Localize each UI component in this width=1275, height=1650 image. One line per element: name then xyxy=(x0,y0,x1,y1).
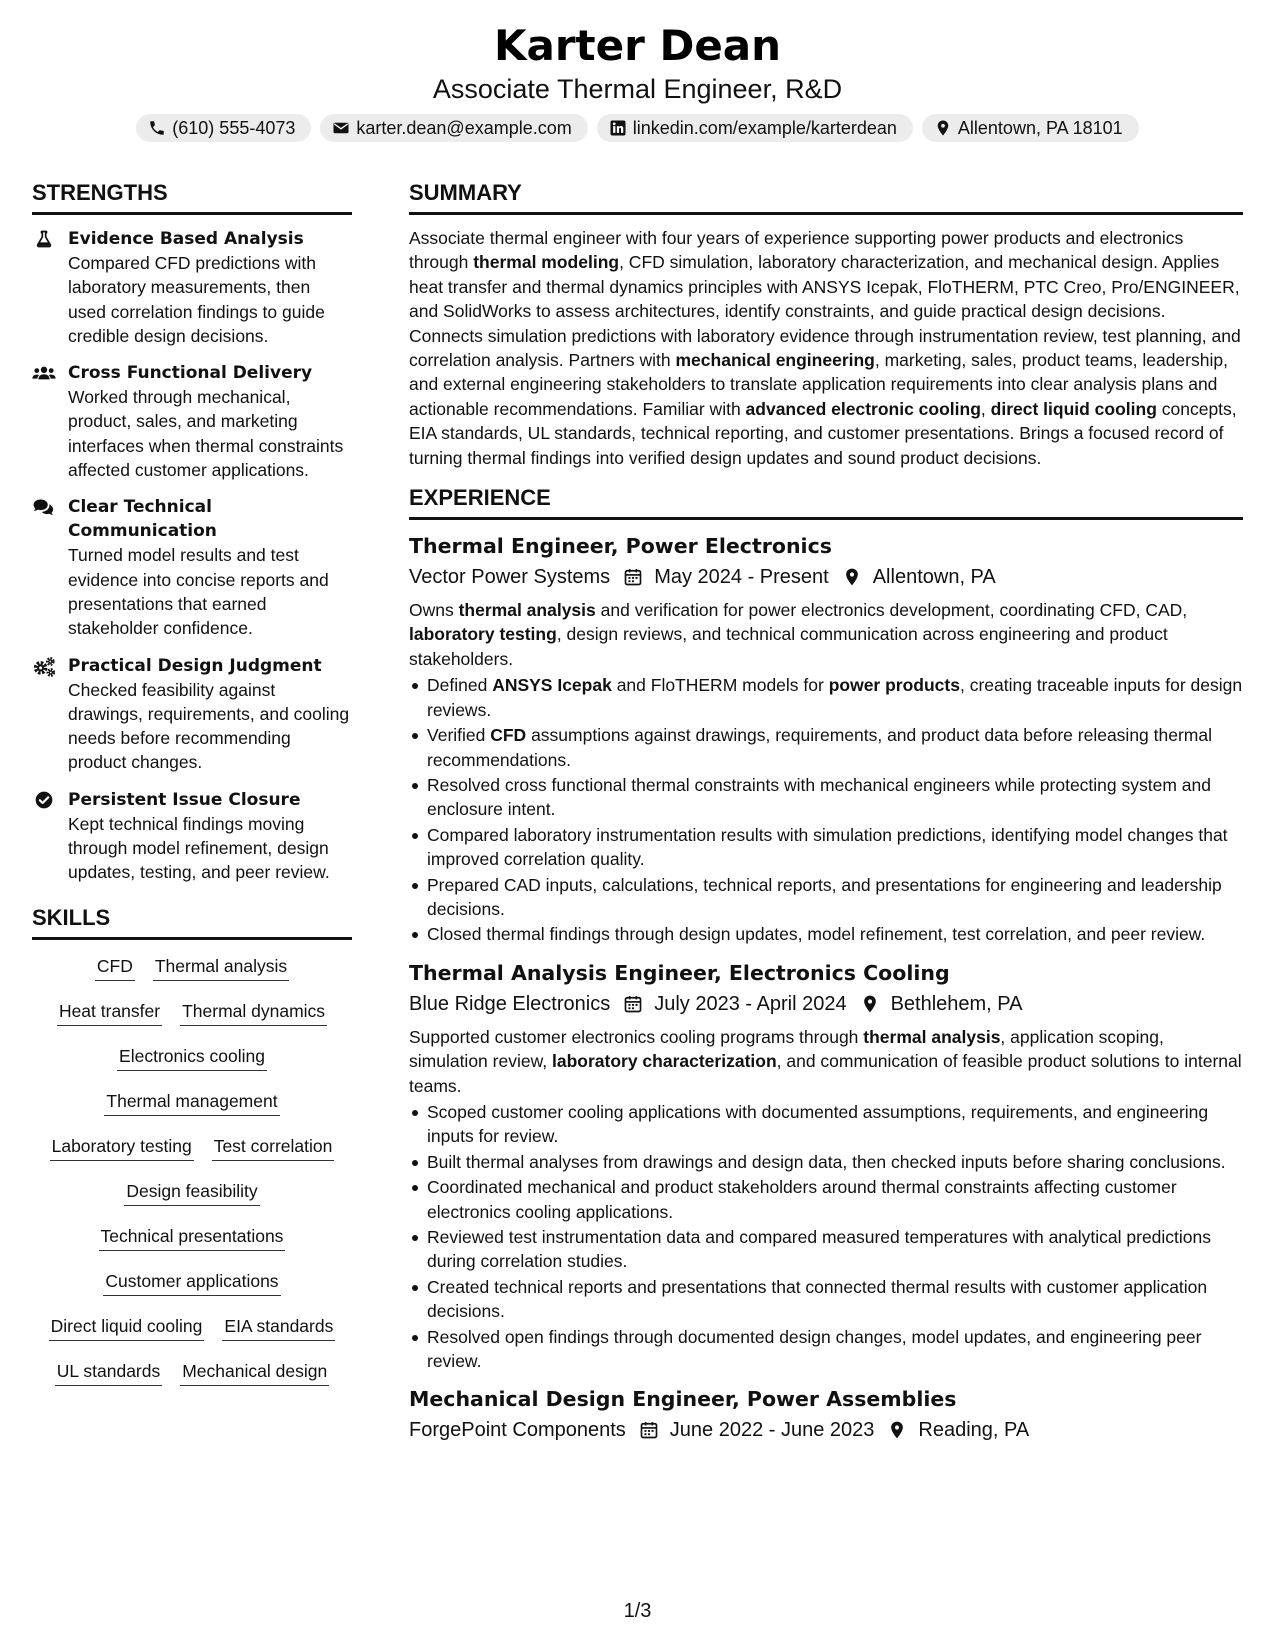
text-run: , marketing, sales, product teams, leadership, and external engineering stakeholders to translate application requirements into clear analysis plans and actionable recommendations. Familiar with xyxy=(409,350,1228,419)
job-dates: June 2022 - June 2023 xyxy=(669,1419,875,1442)
strength-item xyxy=(32,227,352,348)
text-run: , xyxy=(980,398,991,419)
summary-heading: SUMMARY xyxy=(409,180,1243,215)
text-run: and verification for power electronics development, coordinating CFD, CAD, xyxy=(595,600,1188,621)
skill-tag: Heat transfer xyxy=(57,999,162,1026)
right-column xyxy=(409,180,1243,1444)
skills-row xyxy=(32,1179,352,1224)
job-title: Thermal Engineer, Power Electronics xyxy=(409,534,832,559)
bold-phrase: ANSYS Icepak xyxy=(492,675,612,696)
skill-tag: Test correlation xyxy=(212,1134,335,1161)
envelope-icon xyxy=(332,119,350,137)
strength-title: Persistent Issue Closure xyxy=(68,789,301,810)
job-entry xyxy=(409,532,1243,947)
strength-description: Worked through mechanical, product, sales, and marketing interfaces when thermal constraints affected customer applications. xyxy=(68,387,344,481)
text-run: Closed thermal findings through design updates, model refinement, test correlation, and peer review. xyxy=(427,924,1206,945)
calendar-icon xyxy=(622,993,644,1015)
strengths-list xyxy=(32,227,352,885)
strength-body xyxy=(68,495,352,640)
skills-row xyxy=(32,1314,352,1359)
contact-text: (610) 555-4073 xyxy=(172,117,296,138)
candidate-name: Karter Dean xyxy=(493,21,782,70)
bullet-item xyxy=(409,1225,1243,1274)
company-name: Blue Ridge Electronics xyxy=(409,992,611,1015)
skill-tag: Design feasibility xyxy=(124,1179,259,1206)
strengths-heading: STRENGTHS xyxy=(32,180,352,215)
linkedin-icon xyxy=(609,119,627,137)
bullet-item xyxy=(409,673,1243,722)
strength-item xyxy=(32,654,352,775)
skill-tag: Customer applications xyxy=(103,1269,280,1296)
skills-row xyxy=(32,1134,352,1179)
flask-icon xyxy=(32,227,56,251)
job-dates: July 2023 - April 2024 xyxy=(654,992,847,1015)
check-circle-icon xyxy=(32,788,56,812)
job-entry xyxy=(409,959,1243,1374)
skills-list xyxy=(32,954,352,1404)
skill-tag: CFD xyxy=(95,954,135,981)
text-run: Resolved cross functional thermal constraints with mechanical engineers while protecting system and enclosure intent. xyxy=(427,774,1211,820)
bold-phrase: thermal modeling xyxy=(473,252,620,273)
skills-row xyxy=(32,1224,352,1269)
contact-item[interactable] xyxy=(320,114,587,142)
job-title: Mechanical Design Engineer, Power Assemblies xyxy=(409,1387,957,1412)
company-name: ForgePoint Components xyxy=(409,1419,626,1442)
bullet-item xyxy=(409,1325,1243,1374)
text-run: Supported customer electronics cooling programs through xyxy=(409,1026,864,1047)
text-run: , application scoping, simulation review, xyxy=(409,1026,1164,1072)
skill-tag: Laboratory testing xyxy=(50,1134,194,1161)
bullet-item xyxy=(409,1275,1243,1324)
strength-description: Turned model results and test evidence into concise reports and presentations that earned stakeholder confidence. xyxy=(68,545,329,639)
text-run: , creating traceable inputs for design reviews. xyxy=(427,675,1243,720)
experience-heading: EXPERIENCE xyxy=(409,485,1243,520)
text-run: assumptions against drawings, requirements, and product data before releasing thermal recommendations. xyxy=(427,725,1213,770)
text-run: Owns xyxy=(409,600,459,621)
strength-title: Evidence Based Analysis xyxy=(68,229,304,249)
job-description xyxy=(409,598,1243,671)
text-run: Defined xyxy=(427,675,493,696)
bold-phrase: CFD xyxy=(490,725,527,746)
bold-phrase: thermal analysis xyxy=(863,1026,1001,1047)
left-column xyxy=(32,180,352,1404)
skills-row xyxy=(32,954,352,999)
contact-text: Allentown, PA 18101 xyxy=(957,117,1123,138)
calendar-icon xyxy=(638,1419,660,1441)
bullet-item xyxy=(409,1150,1243,1174)
job-meta xyxy=(409,1416,1243,1444)
bold-phrase: advanced electronic cooling xyxy=(745,398,981,419)
bullet-item xyxy=(409,773,1243,822)
contact-item[interactable] xyxy=(136,114,311,142)
job-meta xyxy=(409,563,1243,591)
strength-description: Checked feasibility against drawings, requirements, and cooling needs before recommending product changes. xyxy=(68,679,350,773)
contact-bar xyxy=(0,114,1275,142)
text-run: Scoped customer cooling applications with documented assumptions, requirements, and engineering inputs for review. xyxy=(427,1101,1209,1147)
job-bullets xyxy=(409,1100,1243,1373)
phone-icon xyxy=(148,119,166,137)
text-run: , CFD simulation, laboratory characterization, and mechanical design. Applies heat transfer and thermal dynamics principles with ANSYS Icepak, FloTHERM, PTC Creo, Pro/ENGINEER, and SolidWorks to assess architectures, identify constraints, and guide practical design decisions. Connects simulation predictions with laboratory evidence through instrumentation review, test planning, and correlation analysis. Partners with xyxy=(409,252,1241,371)
map-pin-icon xyxy=(886,1419,908,1441)
bold-phrase: power products xyxy=(828,675,960,696)
skills-row xyxy=(32,1269,352,1314)
skill-tag: UL standards xyxy=(55,1359,162,1386)
bullet-item xyxy=(409,922,1243,946)
strength-body xyxy=(68,227,352,348)
job-bullets xyxy=(409,673,1243,946)
calendar-icon xyxy=(622,566,644,588)
comments-icon xyxy=(32,495,56,519)
resume-header xyxy=(0,20,1275,142)
job-location: Bethlehem, PA xyxy=(890,992,1023,1015)
text-run: Created technical reports and presentations that connected thermal results with customer application decisions. xyxy=(427,1276,1208,1322)
skills-row xyxy=(32,1089,352,1134)
skills-row xyxy=(32,1359,352,1404)
strength-title: Clear Technical Communication xyxy=(68,497,217,542)
bullet-item xyxy=(409,823,1243,872)
map-pin-icon xyxy=(934,119,952,137)
skill-tag: Thermal analysis xyxy=(153,954,289,981)
bold-phrase: laboratory characterization xyxy=(551,1051,777,1072)
strength-description: Compared CFD predictions with laboratory measurements, then used correlation findings to guide credible design decisions. xyxy=(68,253,325,346)
skills-heading: SKILLS xyxy=(32,905,352,940)
job-location: Allentown, PA xyxy=(872,566,996,589)
bullet-item xyxy=(409,1100,1243,1149)
summary-text xyxy=(409,226,1243,470)
contact-item[interactable] xyxy=(922,114,1139,142)
skill-tag: Thermal dynamics xyxy=(180,999,327,1026)
text-run: Built thermal analyses from drawings and design data, then checked inputs before sharing conclusions. xyxy=(427,1151,1226,1172)
text-run: , and communication of feasible product solutions to internal teams. xyxy=(409,1051,1242,1096)
strength-body xyxy=(68,788,352,885)
job-description xyxy=(409,1025,1243,1098)
bold-phrase: direct liquid cooling xyxy=(990,398,1157,419)
text-run: Prepared CAD inputs, calculations, technical reports, and presentations for engineering and leadership decisions. xyxy=(427,874,1222,919)
text-run: concepts, EIA standards, UL standards, technical reporting, and customer presentations. Brings a focused record of turning thermal findings into verified design updates and sound product decisions. xyxy=(409,398,1237,468)
bullet-item xyxy=(409,723,1243,772)
skill-tag: Technical presentations xyxy=(99,1224,286,1251)
skills-row xyxy=(32,1044,352,1089)
strength-title: Cross Functional Delivery xyxy=(68,363,313,384)
job-title: Thermal Analysis Engineer, Electronics Cooling xyxy=(409,960,950,985)
contact-text: linkedin.com/example/karterdean xyxy=(632,117,897,138)
job-meta xyxy=(409,990,1243,1018)
bullet-item xyxy=(409,873,1243,922)
page-number: 1/3 xyxy=(623,1600,652,1622)
job-location: Reading, PA xyxy=(918,1419,1030,1442)
text-run: and FloTHERM models for xyxy=(611,675,829,696)
contact-text: karter.dean@example.com xyxy=(356,117,572,138)
strength-item xyxy=(32,495,352,640)
job-entry xyxy=(409,1385,1243,1444)
text-run: Verified xyxy=(427,725,491,746)
skill-tag: EIA standards xyxy=(222,1314,335,1341)
bold-phrase: mechanical engineering xyxy=(675,350,875,371)
contact-item[interactable] xyxy=(597,114,913,142)
text-run: Compared laboratory instrumentation results with simulation predictions, identifying model changes that improved correlation quality. xyxy=(427,824,1228,870)
text-run: Reviewed test instrumentation data and compared measured temperatures with analytical predictions during correlation studies. xyxy=(427,1227,1212,1272)
strength-item xyxy=(32,361,352,482)
bold-phrase: thermal analysis xyxy=(458,600,596,621)
strength-description: Kept technical findings moving through model refinement, design updates, testing, and peer review. xyxy=(68,813,330,883)
strength-body xyxy=(68,361,352,482)
gears-icon xyxy=(32,654,56,678)
text-run: Associate thermal engineer with four years of experience supporting power products and electronics through xyxy=(409,228,1184,273)
map-pin-icon xyxy=(841,566,863,588)
text-run: Resolved open findings through documented design changes, model updates, and engineering peer review. xyxy=(427,1326,1202,1372)
experience-list xyxy=(409,532,1243,1444)
map-pin-icon xyxy=(859,993,881,1015)
strength-body xyxy=(68,654,352,775)
skills-row xyxy=(32,999,352,1044)
company-name: Vector Power Systems xyxy=(409,566,611,589)
users-icon xyxy=(32,361,56,385)
skill-tag: Direct liquid cooling xyxy=(49,1314,205,1341)
skill-tag: Electronics cooling xyxy=(117,1044,267,1071)
job-dates: May 2024 - Present xyxy=(654,566,829,589)
strength-item xyxy=(32,788,352,885)
candidate-role: Associate Thermal Engineer, R&D xyxy=(432,74,843,104)
strength-title: Practical Design Judgment xyxy=(68,655,322,676)
skill-tag: Mechanical design xyxy=(180,1359,329,1386)
bullet-item xyxy=(409,1175,1243,1224)
skill-tag: Thermal management xyxy=(104,1089,279,1116)
bold-phrase: laboratory testing xyxy=(409,624,557,645)
text-run: Coordinated mechanical and product stakeholders around thermal constraints affecting customer electronics cooling applications. xyxy=(427,1177,1177,1222)
text-run: , design reviews, and technical communication across engineering and product stakeholders. xyxy=(409,624,1168,669)
